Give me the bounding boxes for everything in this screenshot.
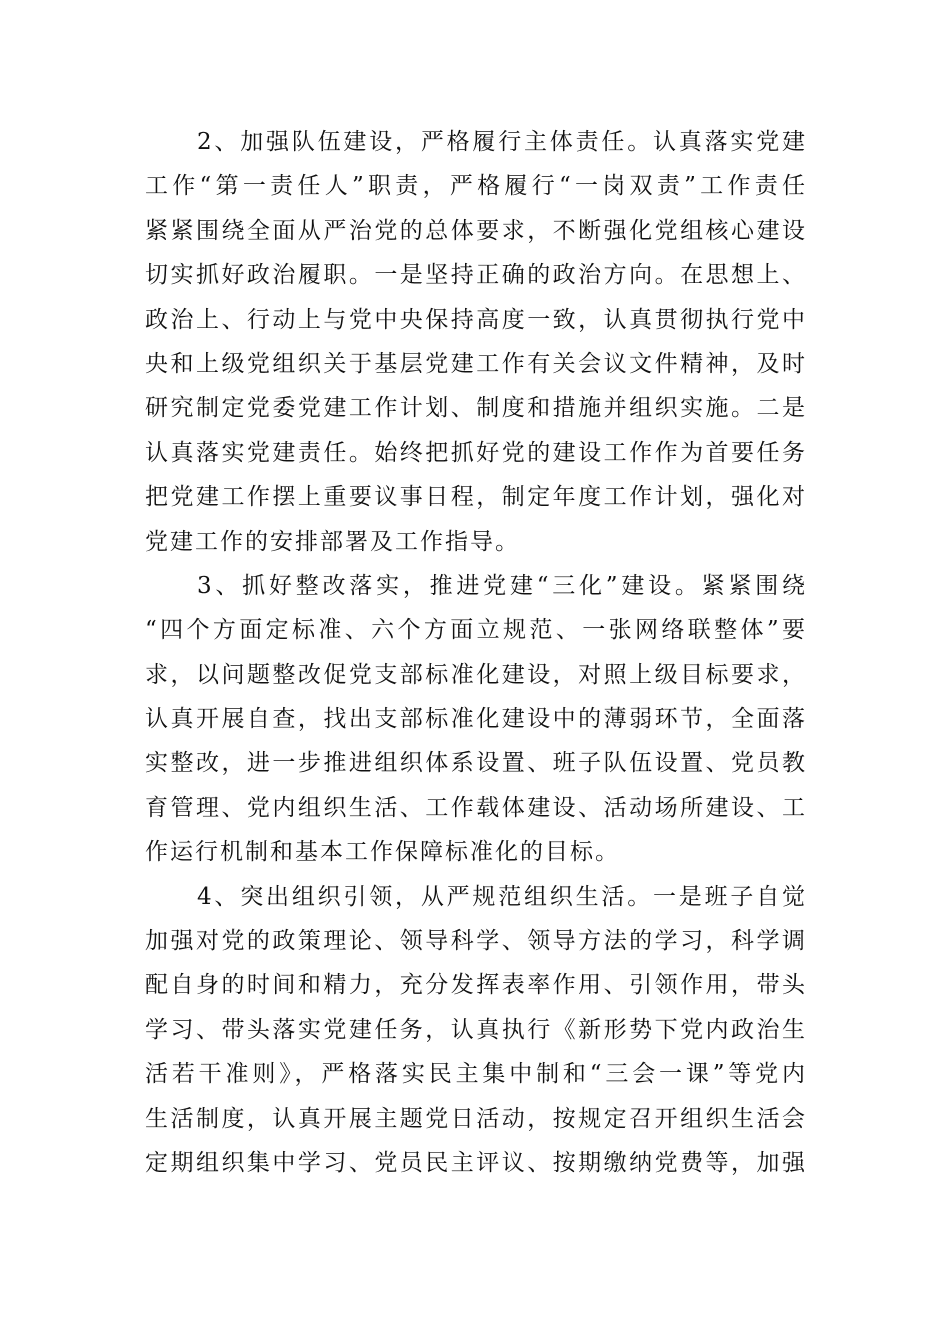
paragraph-3 [145, 564, 807, 875]
text-line: 研究制定党委党建工作计划、制度和措施并组织实施。二是 [145, 395, 807, 422]
text-line: 作运行机制和基本工作保障标准化的目标。 [145, 839, 620, 866]
text-line: 工作“第一责任人”职责，严格履行“一岗双责”工作责任 [145, 173, 807, 200]
text-line: 活若干准则》，严格落实民主集中制和“三会一课”等党内 [145, 1061, 807, 1088]
paragraph-2 [145, 120, 807, 564]
text-line: 配自身的时间和精力，充分发挥表率作用、引领作用，带头 [145, 972, 807, 999]
text-line: “四个方面定标准、六个方面立规范、一张网络联整体”要 [145, 617, 807, 644]
text-line: 育管理、党内组织生活、工作载体建设、活动场所建设、工 [145, 794, 807, 821]
text-line: 生活制度，认真开展主题党日活动，按规定召开组织生活会 [145, 1105, 807, 1132]
text-line: 认真落实党建责任。始终把抓好党的建设工作作为首要任务 [145, 439, 807, 466]
text-line: 实整改，进一步推进组织体系设置、班子队伍设置、党员教 [145, 750, 807, 777]
text-line: 学习、带头落实党建任务，认真执行《新形势下党内政治生 [145, 1016, 807, 1043]
text-line: 3、抓好整改落实，推进党建“三化”建设。紧紧围绕 [197, 572, 807, 599]
text-line: 政治上、行动上与党中央保持高度一致，认真贯彻执行党中 [145, 306, 807, 333]
text-line: 党建工作的安排部署及工作指导。 [145, 528, 520, 555]
text-line: 4、突出组织引领，从严规范组织生活。一是班子自觉 [197, 883, 807, 910]
paragraph-4 [145, 875, 807, 1186]
text-line: 2、加强队伍建设，严格履行主体责任。认真落实党建 [197, 129, 807, 155]
text-line: 求，以问题整改促党支部标准化建设，对照上级目标要求， [145, 661, 807, 688]
text-line: 央和上级党组织关于基层党建工作有关会议文件精神，及时 [145, 350, 807, 377]
document-body [145, 120, 807, 1185]
text-line: 加强对党的政策理论、领导科学、领导方法的学习，科学调 [145, 928, 807, 955]
text-line: 把党建工作摆上重要议事日程，制定年度工作计划，强化对 [145, 484, 807, 511]
text-line: 切实抓好政治履职。一是坚持正确的政治方向。在思想上、 [145, 262, 807, 289]
text-line: 定期组织集中学习、党员民主评议、按期缴纳党费等，加强 [145, 1149, 807, 1176]
text-line: 认真开展自查，找出支部标准化建设中的薄弱环节，全面落 [145, 706, 807, 733]
text-line: 紧紧围绕全面从严治党的总体要求，不断强化党组核心建设 [145, 217, 807, 244]
